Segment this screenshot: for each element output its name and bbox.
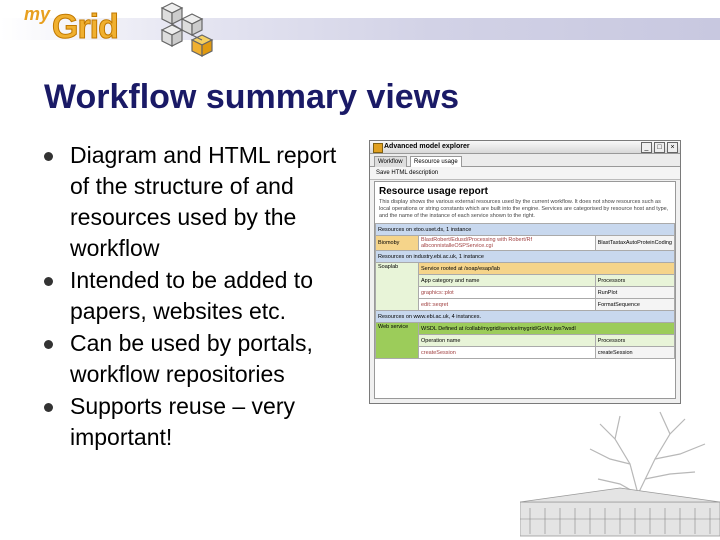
tree-building-illustration [520,404,720,538]
bullet-text: Intended to be added to papers, websites etc. [70,267,313,324]
processor-name-cell: FormatSequence [595,299,674,311]
bullet-text: Can be used by portals, workflow repositories [70,330,313,387]
service-root-cell: Service rooted at /soap/esap/lab [419,263,675,275]
service-url-link[interactable]: BlastRobert/Edusd/Processing with Robert/Rf albconnistalleOSPService.cgi [419,236,596,251]
tab-bar [370,154,680,167]
close-icon[interactable]: × [667,142,678,153]
host-header-cell: Resources on industry.ebi.ac.uk, 1 instance [376,251,675,263]
bullet-item [44,391,354,453]
bullet-dot-icon [44,340,53,349]
header-bar [0,0,720,46]
bullet-item [44,328,354,390]
logo-grid-text: Grid [52,8,118,46]
table-row [376,311,675,323]
save-html-button[interactable]: Save HTML description [376,170,439,176]
bullet-list [44,140,354,454]
bullet-item [44,265,354,327]
service-type-cell: Soaplab [376,263,419,311]
table-row [376,263,675,275]
service-type-cell: Web service [376,323,419,359]
column-header-cell: Processors [595,275,674,287]
bullet-dot-icon [44,152,53,161]
host-header-cell: Resources on xtoo.uset.ds, 1 instance [376,224,675,236]
slide-title: Workflow summary views [44,78,460,116]
resource-usage-report [374,181,676,399]
table-row [376,347,675,359]
tab-resource-usage[interactable]: Resource usage [410,156,462,167]
bullet-text: Diagram and HTML report of the structure of and resources used by the workflow [70,142,337,261]
processor-name-cell: BlastTastaxAutoProteinCoding [595,236,674,251]
column-header-cell: Operation name [419,335,596,347]
service-type-cell: Biomoby [376,236,419,251]
model-explorer-window [369,140,681,404]
resource-table [375,223,675,359]
report-description: This display shows the various external resources used by the current workflow. It does not show resources such as local operations or string constants which are built into the engine. Services are categorised by resource host and type, and the name of the instance of each service shown to the right. [379,199,669,219]
wsdl-link[interactable]: WSDL Defined at /collab/mygrid/service/mygrid/GoViz.jws?wsdl [419,323,675,335]
minimize-icon[interactable]: _ [641,142,652,153]
table-row [376,323,675,335]
bullet-text: Supports reuse – very important! [70,393,296,450]
window-title: Advanced model explorer [384,143,470,150]
bullet-item [44,140,354,264]
report-title: Resource usage report [379,186,488,197]
table-row [376,236,675,251]
window-titlebar[interactable] [370,141,680,154]
host-header-cell: Resources on www.ebi.ac.uk, 4 instances. [376,311,675,323]
app-name-link[interactable]: edit::seqret [419,299,596,311]
column-header-cell: App category and name [419,275,596,287]
operation-name-link[interactable]: createSession [419,347,596,359]
window-controls [641,142,678,153]
cube-lattice-icon [150,0,220,60]
maximize-icon[interactable]: □ [654,142,665,153]
tab-workflow[interactable]: Workflow [374,156,407,167]
table-row [376,275,675,287]
processor-name-cell: createSession [595,347,674,359]
app-name-link[interactable]: graphics::plot [419,287,596,299]
bullet-dot-icon [44,277,53,286]
processor-name-cell: RunPlot [595,287,674,299]
table-row [376,224,675,236]
table-row [376,299,675,311]
toolbar [370,167,680,180]
logo-my-text: my [24,4,51,24]
table-row [376,335,675,347]
table-row [376,287,675,299]
table-row [376,251,675,263]
app-icon [373,143,383,153]
bullet-dot-icon [44,403,53,412]
column-header-cell: Processors [595,335,674,347]
